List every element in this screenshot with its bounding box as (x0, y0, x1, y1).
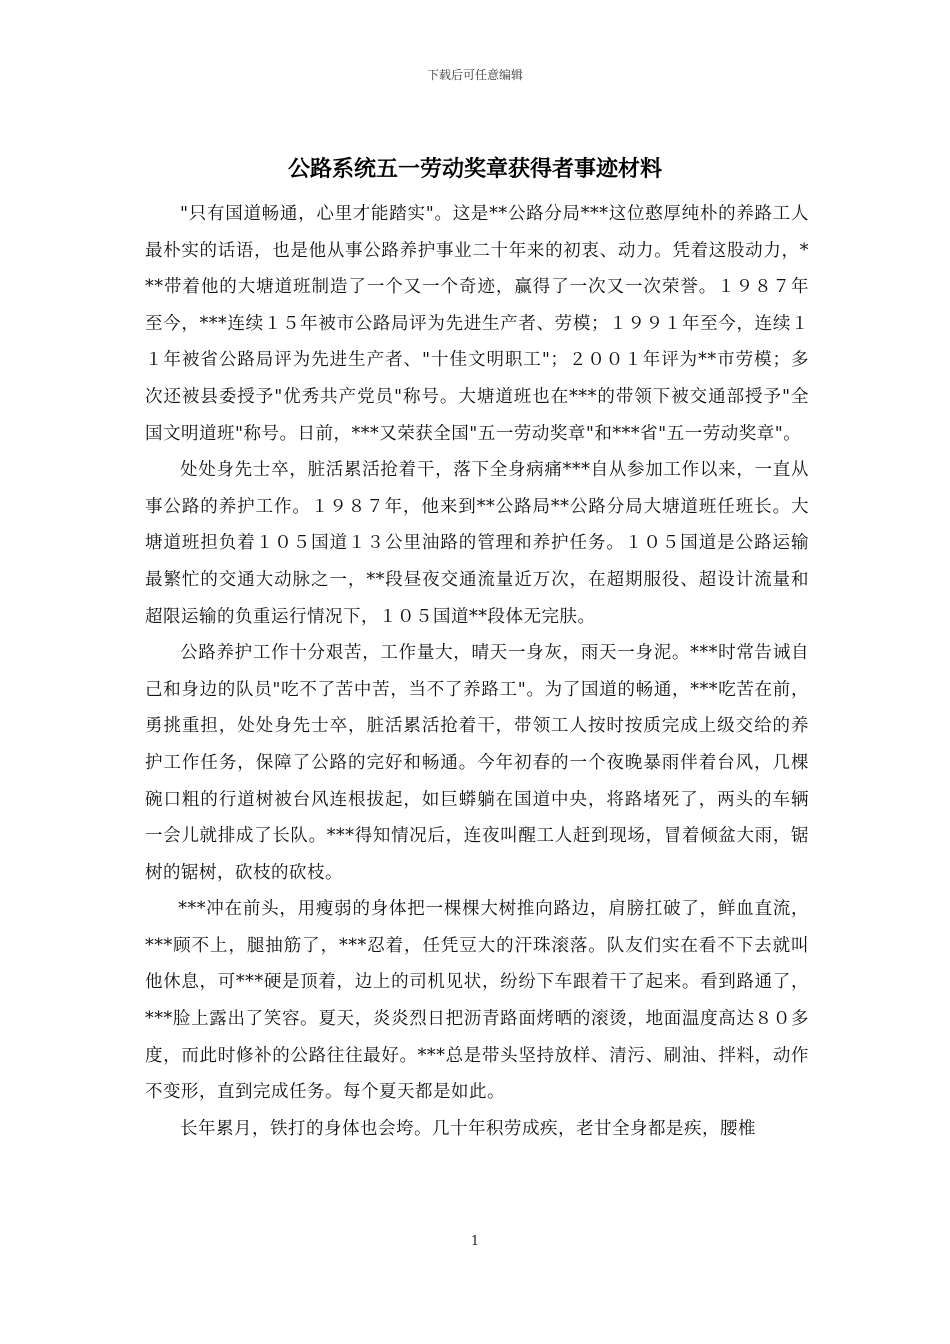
paragraph-1: "只有国道畅通，心里才能踏实"。这是**公路分局***这位憨厚纯朴的养路工人最朴实的话语，也是他从事公路养护事业二十年来的初衷、动力。凭着这股动力，***带着他的大塘道班制造了一个又一个奇迹，赢得了一次又一次荣誉。１９８７年至今，***连续１５年被市公路局评为先进生产者、劳模；１９９１年至今，连续１１年被省公路局评为先进生产者、"十佳文明职工"；２００１年评为**市劳模；多次还被县委授予"优秀共产党员"称号。大塘道班也在***的带领下被交通部授予"全国文明道班"称号。日前，***又荣获全国"五一劳动奖章"和***省"五一劳动奖章"。 (145, 204, 809, 444)
paragraph-4: ***冲在前头，用瘦弱的身体把一棵棵大树推向路边，肩膀扛破了，鲜血直流，***顾不上，腿抽筋了，***忍着，任凭豆大的汗珠滚落。队友们实在看不下去就叫他休息，可***硬是顶着，边上的司机见状，纷纷下车跟着干了起来。看到路通了，***脸上露出了笑容。夏天，炎炎烈日把沥青路面烤晒的滚烫，地面温度高达８０多度，而此时修补的公路往往最好。***总是带头坚持放样、清污、刷油、拌料，动作不变形，直到完成任务。每个夏天都是如此。 (145, 899, 809, 1103)
paragraph-3: 公路养护工作十分艰苦，工作量大，晴天一身灰，雨天一身泥。***时常告诫自己和身边的队员"吃不了苦中苦，当不了养路工"。为了国道的畅通，***吃苦在前，勇挑重担，处处身先士卒，脏活累活抢着干，带领工人按时按质完成上级交给的养护工作任务，保障了公路的完好和畅通。今年初春的一个夜晚暴雨伴着台风，几棵碗口粗的行道树被台风连根拔起，如巨蟒躺在国道中央，将路堵死了，两头的车辆一会儿就排成了长队。***得知情况后，连夜叫醒工人赶到现场，冒着倾盆大雨，锯树的锯树，砍枝的砍枝。 (145, 643, 809, 883)
document-body (145, 196, 809, 1147)
paragraph-5: 长年累月，铁打的身体也会垮。几十年积劳成疾，老甘全身都是疾，腰椎 (180, 1118, 756, 1139)
paragraph-2: 处处身先士卒，脏活累活抢着干，落下全身病痛***自从参加工作以来，一直从事公路的养护工作。１９８７年，他来到**公路局**公路分局大塘道班任班长。大塘道班担负着１０５国道１３公里油路的管理和养护任务。１０５国道是公路运输最繁忙的交通大动脉之一，**段昼夜交通流量近万次，在超期服役、超设计流量和超限运输的负重运行情况下，１０５国道**段体无完肤。 (145, 460, 809, 627)
document-title: 公路系统五一劳动奖章获得者事迹材料 (287, 157, 662, 182)
header-note: 下载后可任意编辑 (426, 68, 523, 82)
page-number: 1 (470, 1234, 480, 1249)
